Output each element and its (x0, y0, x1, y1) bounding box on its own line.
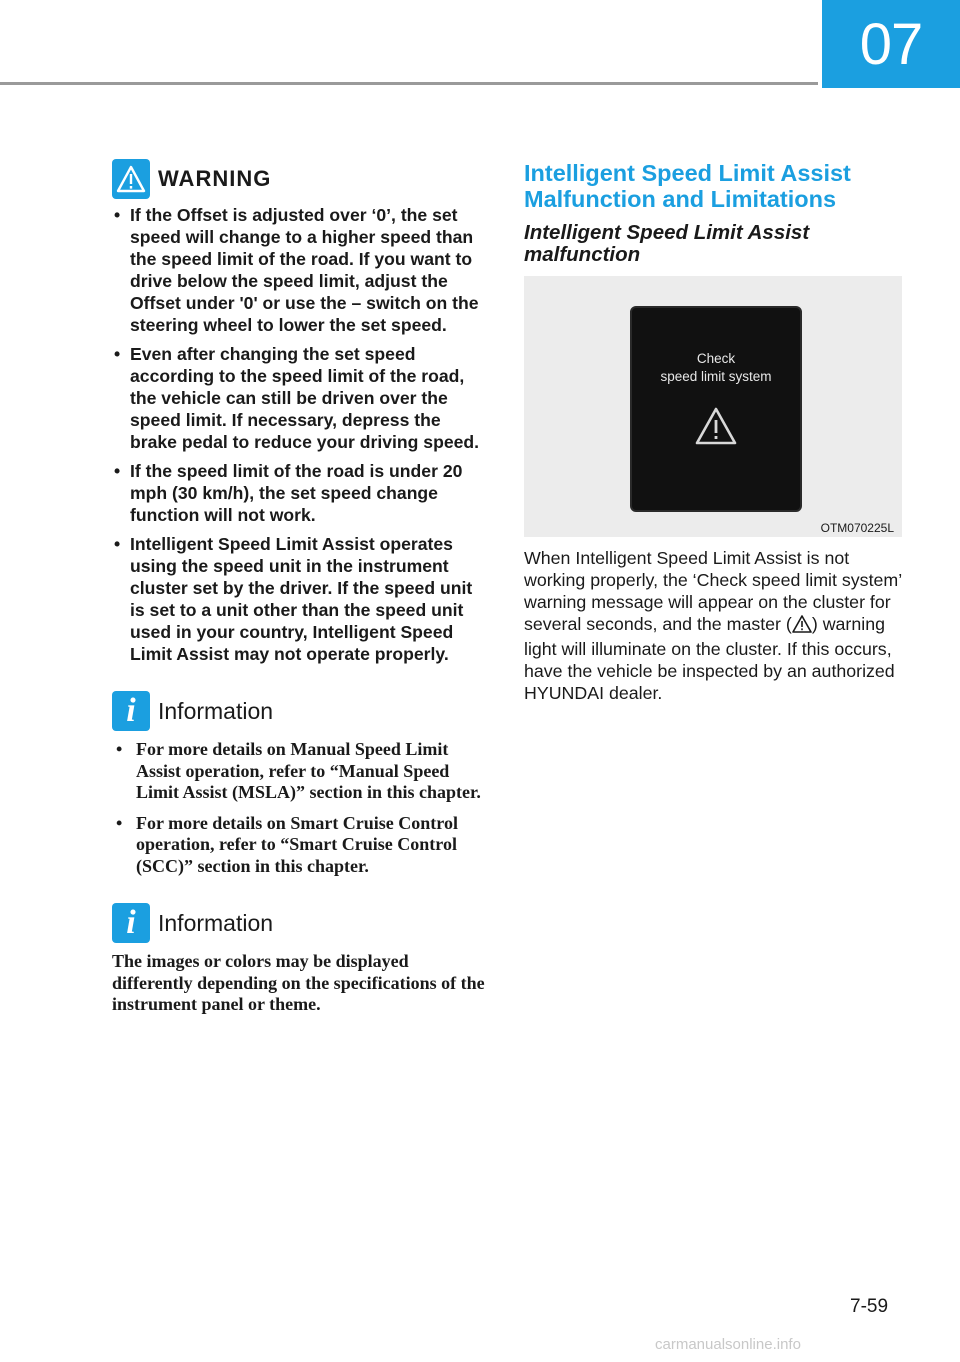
warning-item: • Intelligent Speed Limit Assist operates using the speed unit in the instrument cluster set by the driver. If the speed unit is set to a unit other than the speed unit used in your country, Intelligent Speed Limit Assist may not operate properly. (112, 533, 490, 665)
page-number: 7-59 (850, 1296, 889, 1317)
description-part-1: When Intelligent Speed Limit Assist is not working properly, the ‘Check speed limit system’ warning message will appear on the cluster for several seconds, and the master ( (524, 548, 902, 634)
information-icon: i (112, 691, 150, 731)
cluster-figure (524, 276, 902, 537)
information-list (112, 739, 490, 877)
master-warning-icon (792, 615, 812, 638)
cluster-message (632, 350, 800, 386)
information-title: Information (158, 697, 274, 724)
information-header-2 (112, 903, 490, 943)
header-rule (0, 82, 818, 85)
description-part-2: ) warning light will illuminate on the cluster. If this occurs, have the vehicle be inspected by an authorized HYUNDAI dealer. (524, 614, 895, 703)
cluster-message-line2: speed limit system (660, 369, 772, 384)
warning-item: • Even after changing the set speed according to the speed limit of the road, the vehicle can still be driven over the speed limit. If necessary, depress the brake pedal to reduce your driving speed. (112, 343, 490, 453)
left-column (112, 158, 490, 1016)
information-title-2: Information (158, 909, 274, 936)
cluster-message-line1: Check (696, 351, 736, 366)
malfunction-description (524, 547, 904, 704)
chapter-tab (822, 0, 960, 88)
information-item: • For more details on Smart Cruise Control operation, refer to “Smart Cruise Control (SCC)” section in this chapter. (112, 813, 490, 878)
warning-item: • If the speed limit of the road is under 20 mph (30 km/h), the set speed change function will not work. (112, 460, 490, 526)
section-title: Intelligent Speed Limit Assist Malfunction and Limitations (524, 160, 851, 212)
chapter-number: 07 (859, 11, 923, 77)
warning-triangle-icon (694, 406, 738, 451)
information-icon: i (112, 903, 150, 943)
warning-header (112, 158, 490, 200)
warning-item: • If the Offset is adjusted over ‘0’, the set speed will change to a higher speed than the speed limit of the road. If you want to drive below the speed limit, adjust the Offset under '0' or use the – switch on the steering wheel to lower the set speed. (112, 204, 490, 336)
sub-title: Intelligent Speed Limit Assist malfunction (524, 221, 810, 266)
cluster-screen (630, 306, 802, 512)
information-header (112, 691, 490, 731)
warning-list (112, 204, 490, 665)
information-item: • For more details on Manual Speed Limit Assist operation, refer to “Manual Speed Limit Assist (MSLA)” section in this chapter. (112, 739, 490, 804)
watermark: carmanualsonline.info (655, 1336, 801, 1353)
right-column (524, 158, 904, 704)
warning-icon (112, 159, 150, 199)
figure-code: OTM070225L (820, 521, 894, 535)
warning-title: WARNING (158, 166, 272, 191)
information-text: The images or colors may be displayed differently depending on the specifications of the instrument panel or theme. (112, 951, 485, 1014)
